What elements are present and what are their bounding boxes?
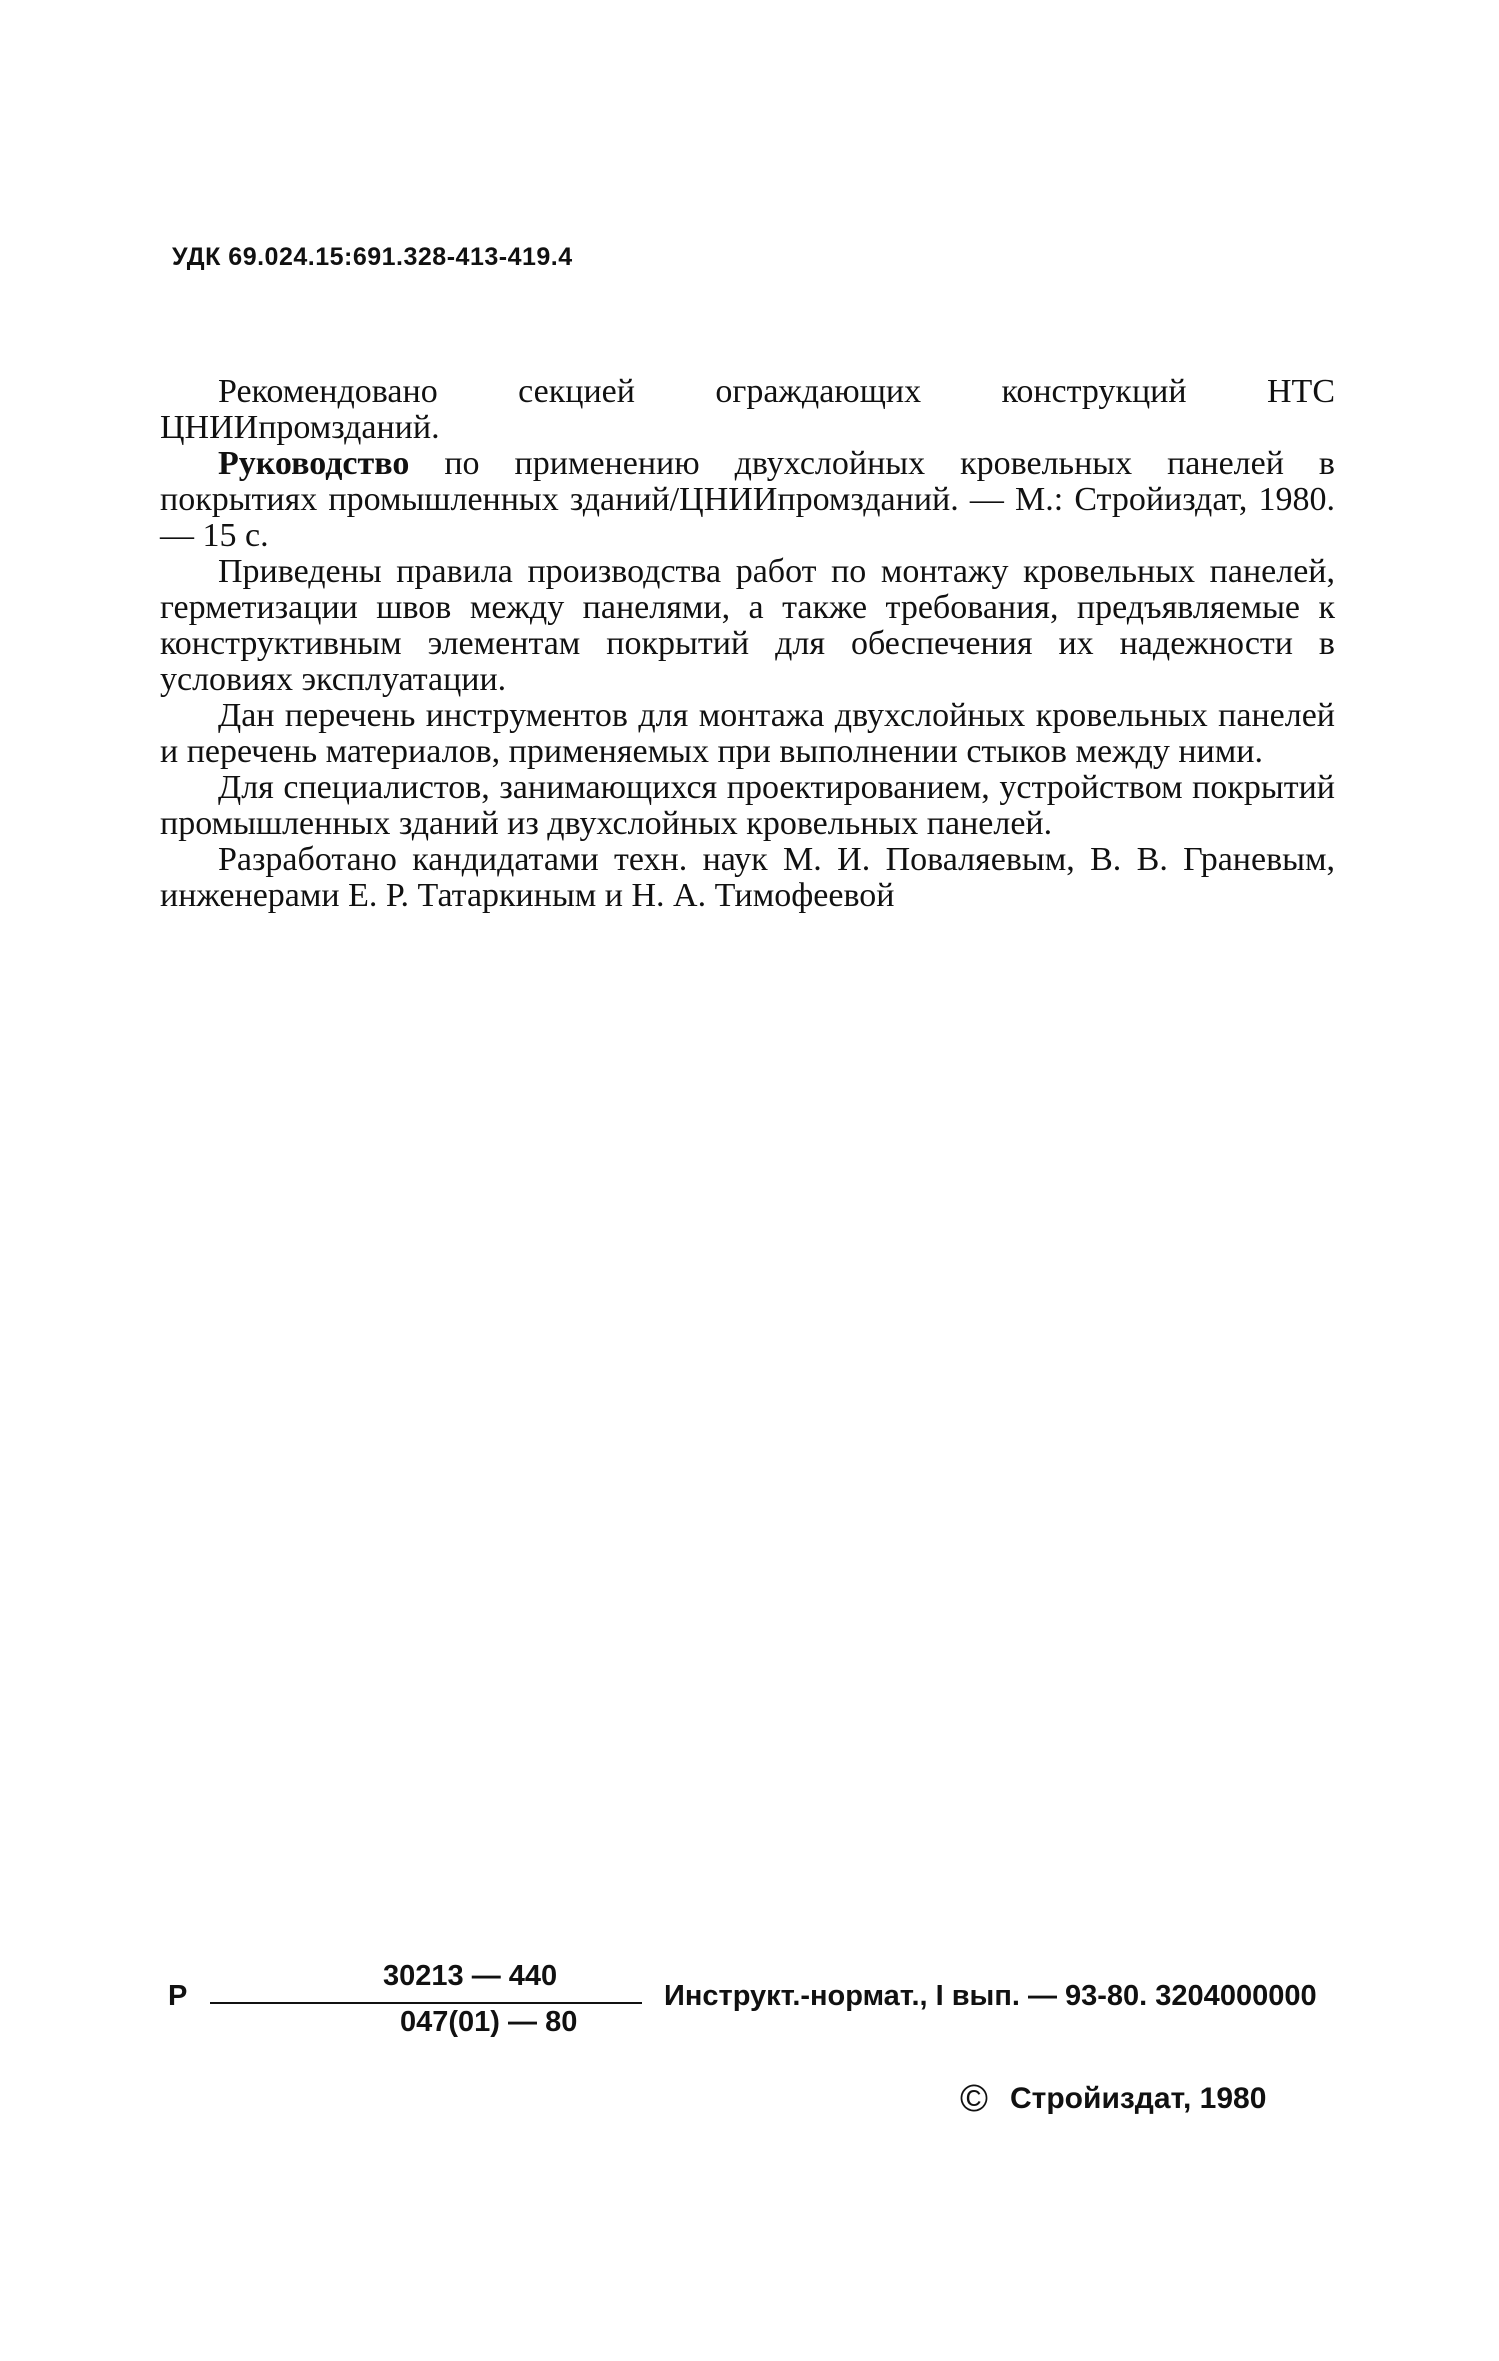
citation-title: Руководство — [218, 445, 410, 482]
imprint-numerator: 30213 — 440 — [383, 1960, 558, 1992]
imprint-denominator: 047(01) — 80 — [400, 2006, 578, 2038]
abstract-paragraph: Приведены правила производства работ по монтажу кровельных панелей, герметизации швов между панелями, а также требования, предъявляемые к конструктивным элементам покрытий для обеспечения их надежности в условиях эксплуатации. — [160, 553, 1335, 698]
citation-rest: по применению двухслойных кровельных панелей в покрытиях промышленных зданий/ЦНИИпромзданий. — М.: Стройиздат, 1980. — 15 с. — [160, 445, 1335, 554]
annotation-block — [160, 374, 1335, 914]
imprint-details: Инструкт.-нормат., I вып. — 93-80. 3204000000 — [664, 1980, 1317, 2012]
abstract-paragraph: Для специалистов, занимающихся проектированием, устройством покрытий промышленных зданий из двухслойных кровельных панелей. — [160, 769, 1335, 842]
copyright-text: Стройиздат, 1980 — [1010, 2082, 1267, 2115]
publication-imprint — [168, 1958, 1348, 2038]
authors-text: Разработано кандидатами техн. наук М. И. Поваляевым, В. В. Граневым, инженерами Е. Р. Татаркиным и Н. А. Тимофеевой — [160, 841, 1335, 914]
copyright-icon: © — [960, 2078, 988, 2120]
imprint-letter: Р — [168, 1980, 188, 2012]
abstract-paragraph: Дан перечень инструментов для монтажа двухслойных кровельных панелей и перечень материалов, применяемых при выполнении стыков между ними. — [160, 697, 1335, 770]
copyright-line — [960, 2078, 1266, 2121]
fraction-bar — [210, 2002, 642, 2004]
recommendation-text: Рекомендовано секцией ограждающих конструкций НТС ЦНИИпромзданий. — [160, 373, 1335, 446]
udk-code: УДК 69.024.15:691.328-413-419.4 — [172, 243, 573, 271]
bibliographic-citation — [160, 446, 1335, 554]
